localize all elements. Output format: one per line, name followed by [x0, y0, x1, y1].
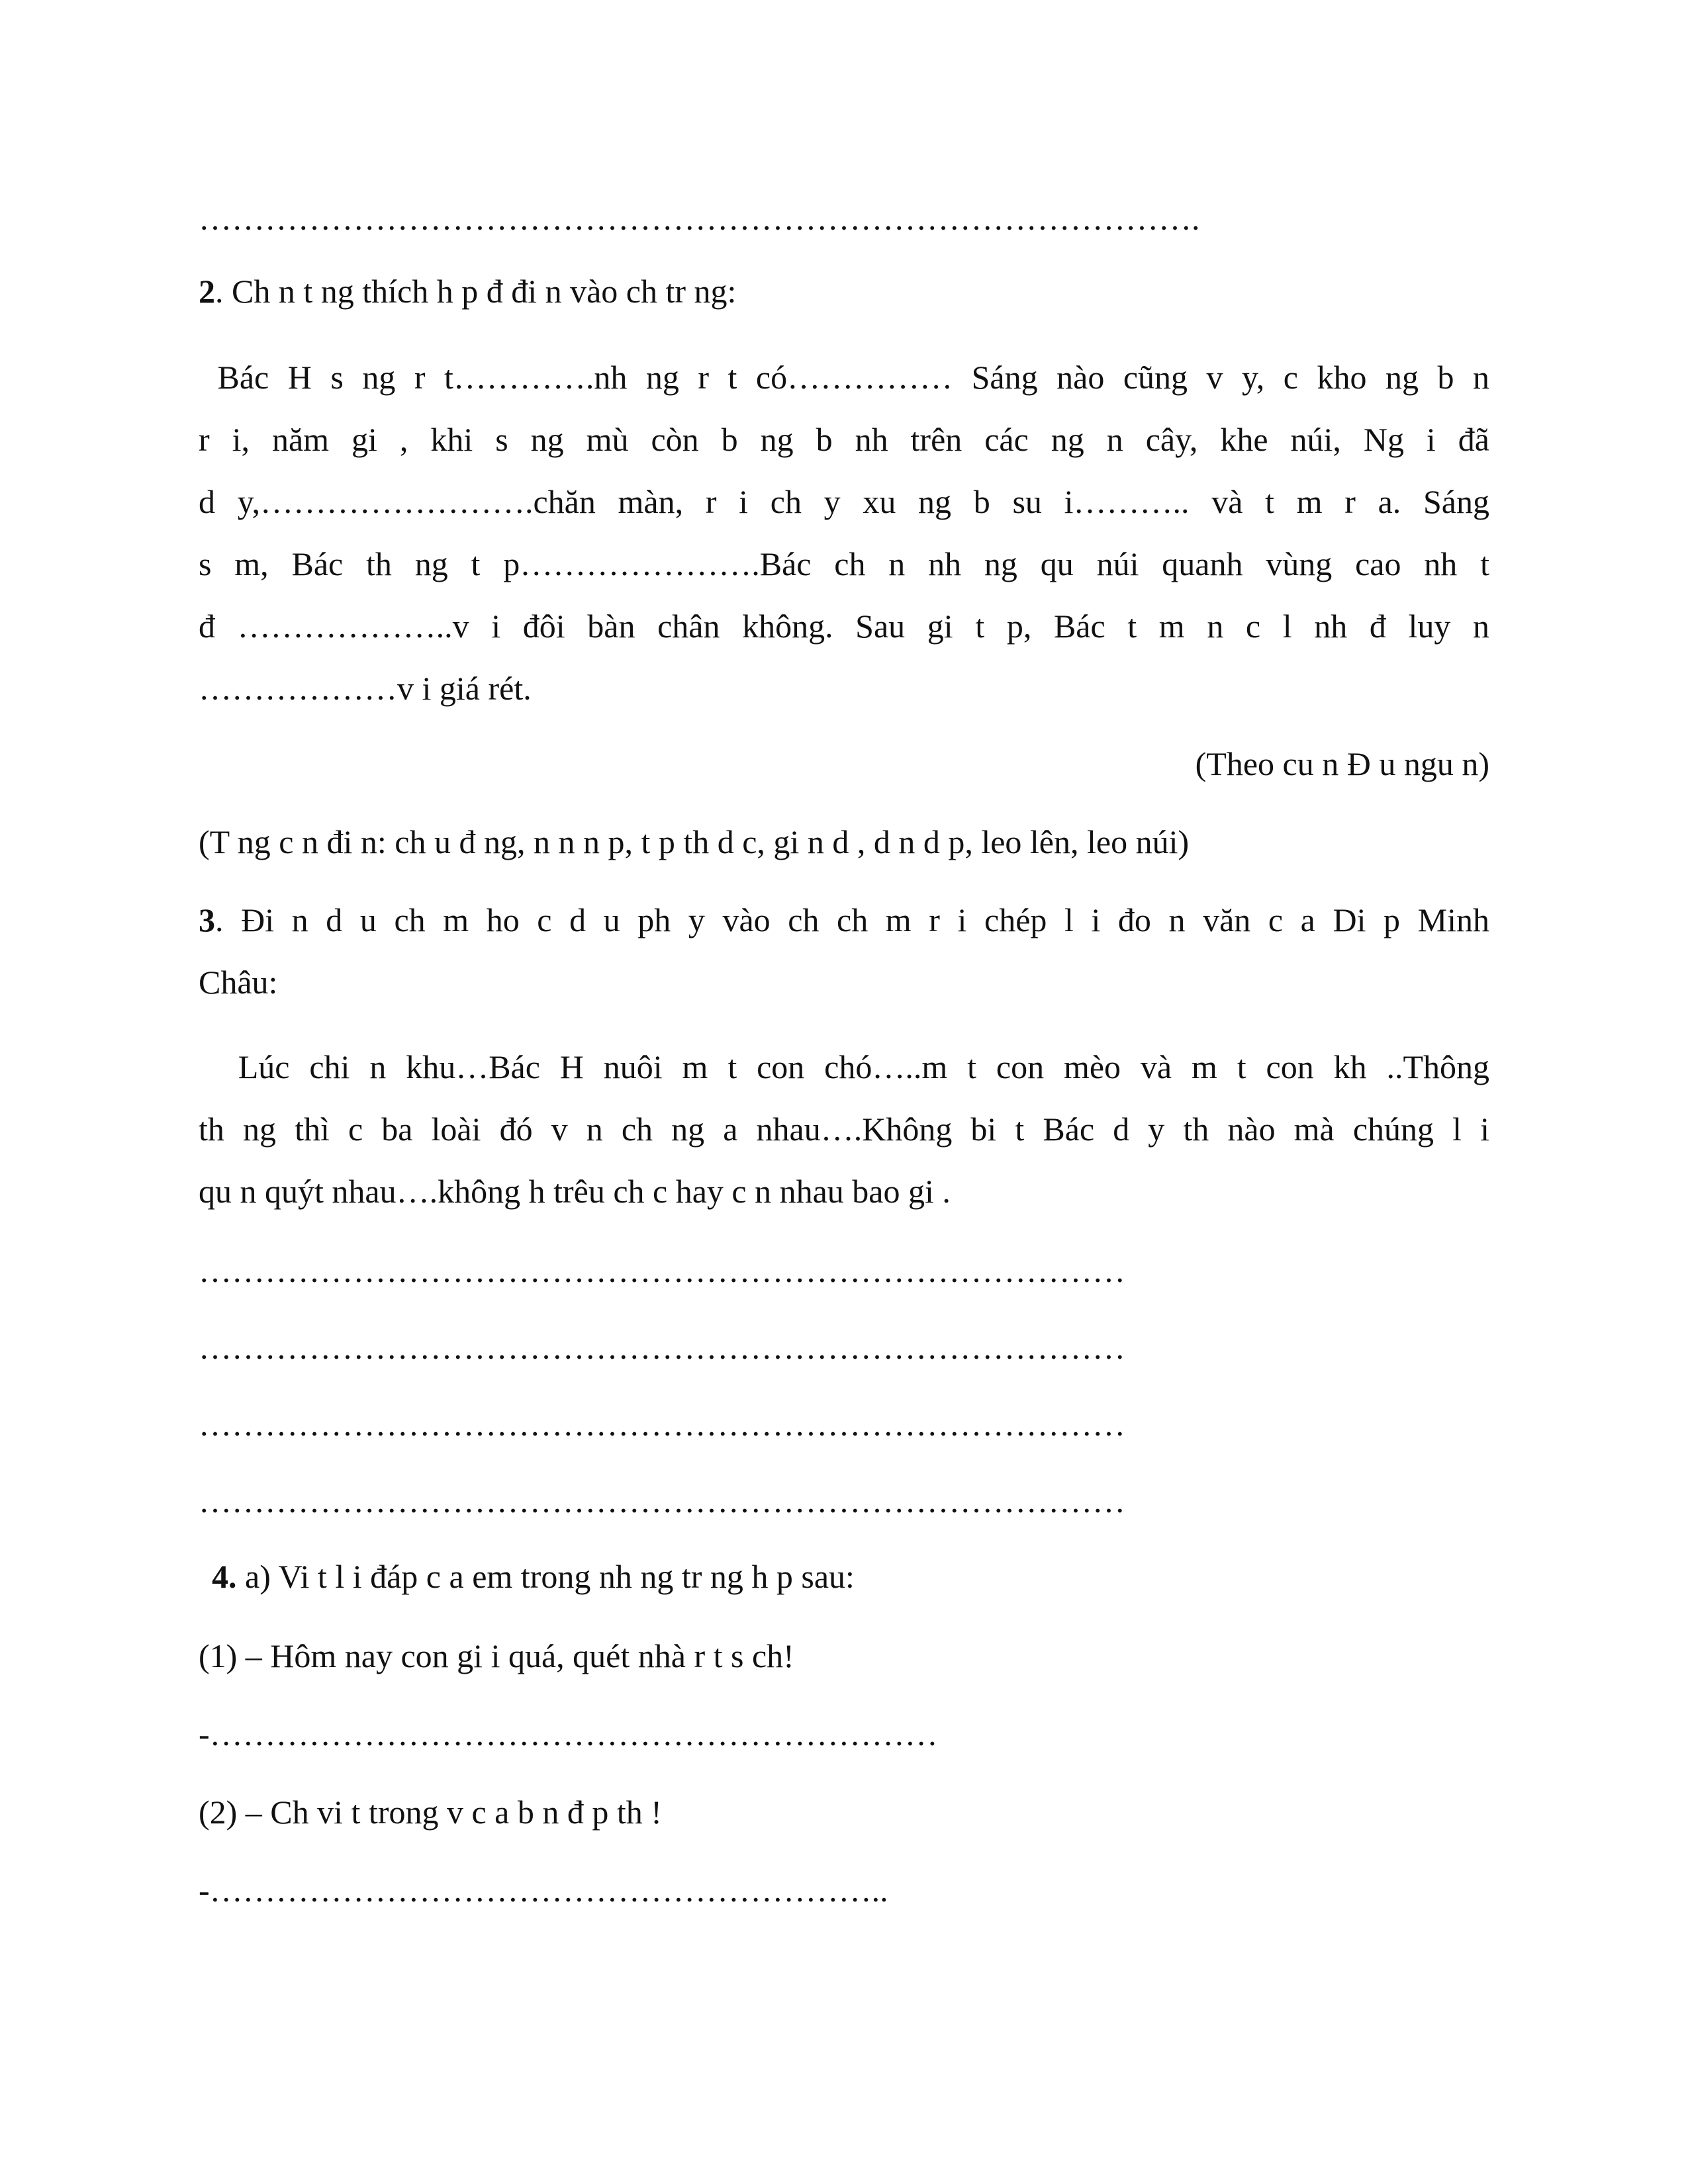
passage-line: r i, năm gi , khi s ng mù còn b ng b nh trên các ng n cây, khe núi, Ng i đã: [199, 421, 1489, 458]
passage-line: qu n quýt nhau….không h trêu ch c hay c n nhau bao gi .: [199, 1173, 951, 1210]
word-bank: (T ng c n đi n: ch u đ ng, n n n p, t p th d c, gi n d , d n d p, leo lên, leo núi): [199, 823, 1190, 860]
passage-line: s m, Bác th ng t p………………….Bác ch n nh ng qu núi quanh vùng cao nh t: [199, 545, 1489, 582]
passage-line: Bác H s ng r t………….nh ng r t có…………… Sáng nào cũng v y, c kho ng b n: [199, 359, 1489, 396]
question-text: . Ch n t ng thích h p đ đi n vào ch tr ng:: [215, 273, 737, 310]
answer-dotted-line: ……………………………………………………………………………….: [199, 200, 1200, 237]
passage-source: (Theo cu n Đ u ngu n): [1195, 745, 1489, 782]
question-number: 2: [199, 273, 215, 310]
passage-line: Lúc chi n khu…Bác H nuôi m t con chó…..m t con mèo và m t con kh ..Thông: [199, 1048, 1489, 1085]
question-text: a) Vi t l i đáp c a em trong nh ng tr ng h p sau:: [236, 1558, 855, 1595]
question-2-heading: [199, 271, 736, 311]
question-4-heading: [212, 1557, 855, 1596]
passage-line: th ng thì c ba loài đó v n ch ng a nhau….Không bi t Bác d y th nào mà chúng l i: [199, 1111, 1489, 1148]
dialogue-item: (2) – Ch vi t trong v c a b n đ p th !: [199, 1794, 662, 1831]
answer-dotted-line: …………………………………………………………………………: [199, 1252, 1125, 1289]
question-3-heading: [199, 900, 1489, 940]
question-number: 3: [199, 901, 215, 938]
answer-dotted-line: …………………………………………………………………………: [199, 1482, 1125, 1520]
dialogue-item: (1) – Hôm nay con gi i quá, quét nhà r t s ch!: [199, 1637, 794, 1674]
answer-dotted-line: …………………………………………………………………………: [199, 1329, 1125, 1366]
answer-dotted-line: -…………………………………………………………: [199, 1715, 938, 1752]
question-text: . Đi n d u ch m ho c d u ph y vào ch ch m r i chép l i đo n văn c a Di p Minh: [215, 901, 1489, 938]
passage-line: ………………v i giá rét.: [199, 670, 532, 707]
question-3-heading-cont: Châu:: [199, 964, 278, 1001]
answer-dotted-line: …………………………………………………………………………: [199, 1406, 1125, 1443]
passage-line: d y,…………………….chăn màn, r i ch y xu ng b su i……….. và t m r a. Sáng: [199, 483, 1489, 520]
passage-line: đ ………………..v i đôi bàn chân không. Sau gi t p, Bác t m n c l nh đ luy n: [199, 608, 1489, 645]
question-number: 4.: [212, 1558, 237, 1595]
answer-dotted-line: -……………………………………………………..: [199, 1872, 888, 1909]
